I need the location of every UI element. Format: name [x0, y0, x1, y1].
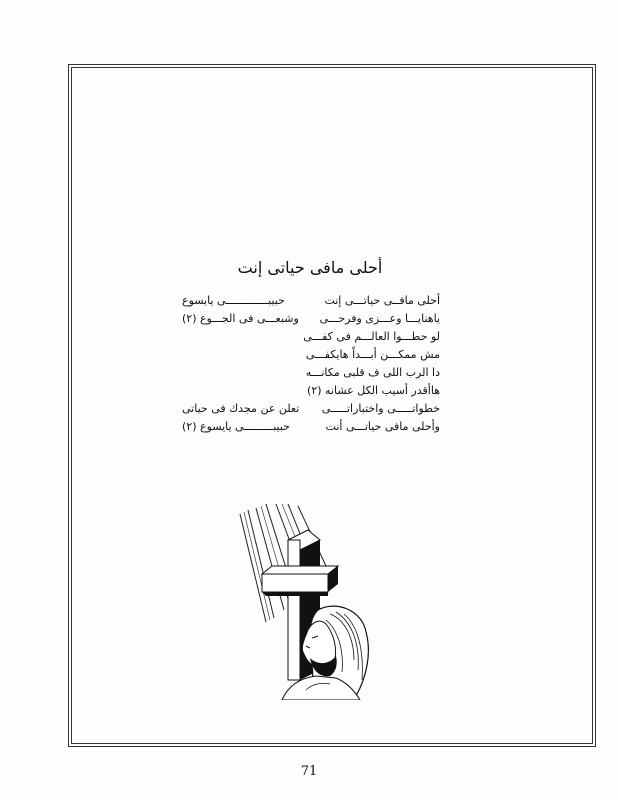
lyric-text: حبيبـــــــــــــى يايسوع — [182, 294, 285, 307]
page-number: 71 — [300, 764, 318, 779]
lyric-line — [182, 310, 440, 328]
song-lyrics — [182, 292, 440, 436]
lyric-text: أحلى مافــى حياتـــى إنت — [324, 294, 440, 307]
lyric-text: ياهنايـــا وعـــزى وفرحـــى — [319, 312, 440, 325]
lyric-text: خطواتـــــى واختباراتـــــى — [321, 402, 440, 415]
lyric-line — [182, 364, 440, 382]
jesus-cross-illustration-icon — [226, 500, 376, 700]
lyric-text: وأحلى مافى حياتـــى أنت — [325, 420, 440, 433]
lyric-line — [182, 292, 440, 310]
lyric-line — [182, 382, 440, 400]
lyric-line — [182, 328, 440, 346]
lyric-line — [182, 418, 440, 436]
lyric-text: وشبعـــى فى الجـــوع (٢) — [182, 312, 299, 325]
lyric-text: لو حطـــوا العالـــم فى كفـــى — [303, 330, 440, 343]
lyric-text: دا الرب اللى ف قلبى مكانـــه — [305, 366, 440, 379]
lyric-line — [182, 346, 440, 364]
lyric-text: هاأقدر أسيب الكل عشانه (٢) — [307, 384, 440, 397]
song-title: أحلى مافى حياتى إنت — [237, 258, 383, 277]
lyric-line — [182, 400, 440, 418]
lyric-text: تعلن عن مجدك فى حياتى — [182, 402, 300, 415]
lyric-text: مش ممكـــن أبـــداً هايكفـــى — [305, 348, 440, 361]
lyric-text: حبيبـــــــــى يايسوع (٢) — [182, 420, 290, 433]
